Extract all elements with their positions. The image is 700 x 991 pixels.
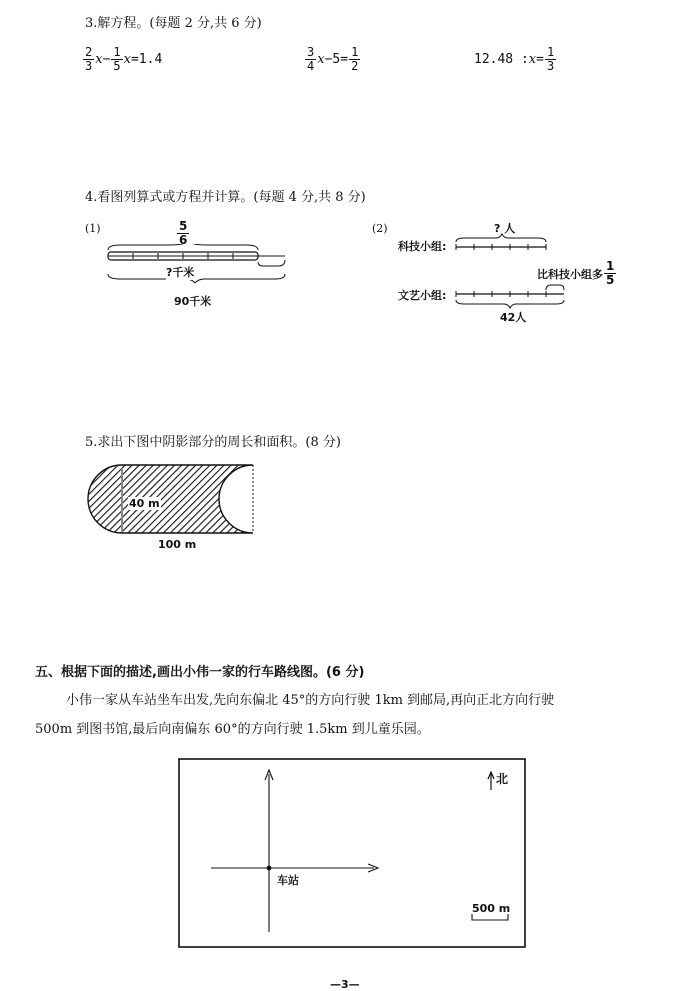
q4-part2-label: (2) (372, 222, 388, 235)
q3-equation-3: 12.48 : x = $\frac{1}{3}$ (474, 45, 555, 73)
q4-part1-label: (1) (85, 222, 101, 235)
route-map (178, 758, 528, 950)
q4-part2-row2-label: 文艺小组: (398, 289, 447, 302)
q5-shaded-figure (85, 462, 270, 542)
fraction: $\frac{1}{3}$ (546, 45, 555, 73)
sec5-title: 五、根据下面的描述,画出小伟一家的行车路线图。(6 分) (35, 665, 365, 680)
q4-title: 4.看图列算式或方程并计算。(每题 4 分,共 8 分) (85, 190, 366, 205)
page-number: —3— (330, 978, 360, 991)
q5-title: 5.求出下图中阴影部分的周长和面积。(8 分) (85, 435, 341, 450)
q3-equation-2: $\frac{3}{4}$ x −5= $\frac{1}{2}$ (307, 45, 359, 73)
q4-part2-total: 42人 (500, 311, 527, 324)
q4-part1-total: 90千米 (174, 295, 212, 308)
fraction: $\frac{3}{4}$ (307, 45, 315, 73)
q4-part2-note: 比科技小组多 $\frac{1}{5}$ (537, 259, 615, 287)
q5-width-label: 100 m (158, 538, 197, 551)
q4-part1-fraction: $\frac{5}{6}$ (179, 219, 188, 247)
q4-part1-diagram (100, 244, 300, 284)
sec5-line2: 500m 到图书馆,最后向南偏东 60°的方向行驶 1.5km 到儿童乐园。 (35, 722, 430, 737)
scale-label: 500 m (472, 902, 511, 915)
q3-title: 3.解方程。(每题 2 分,共 6 分) (85, 16, 262, 31)
q4-part2-row1-label: 科技小组: (398, 240, 447, 253)
station-label: 车站 (277, 874, 299, 887)
fraction: $\frac{1}{2}$ (351, 45, 359, 73)
q4-part2-unknown: ? 人 (494, 222, 516, 235)
sec5-line1: 小伟一家从车站坐车出发,先向东偏北 45°的方向行驶 1km 到邮局,再向正北方向行驶 (66, 693, 555, 708)
q4-part1-unknown: ?千米 (166, 266, 195, 279)
fraction: $\frac{1}{5}$ (113, 45, 121, 73)
q3-equation-1: $\frac{2}{3}$ x − $\frac{1}{5}$ x =1.4 (85, 45, 163, 73)
fraction: $\frac{2}{3}$ (85, 45, 93, 73)
north-label: 北 (496, 772, 509, 786)
q5-height-label: 40 m (129, 497, 160, 510)
